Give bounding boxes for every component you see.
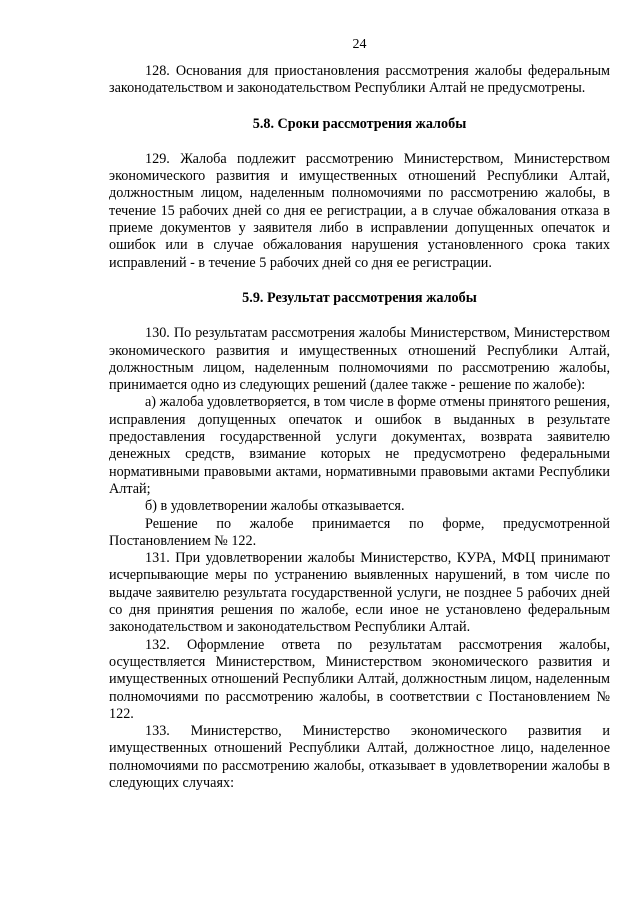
paragraph-133: 133. Министерство, Министерство экономического развития и имущественных отношений Республики Алтай, должностное лицо, наделенное полномочиями по рассмотрению жалобы, отказывает в удовлетворении жалобы в следующих случаях: [109, 723, 610, 791]
paragraph-131: 131. При удовлетворении жалобы Министерство, КУРА, МФЦ принимают исчерпывающие меры по устранению выявленных нарушений, в том числе по выдаче заявителю результата государственной услуги, не позднее 5 рабочих дней со дня принятия решения по жалобе, если иное не установлено федеральным законодательством и законодательством Республики Алтай. [109, 550, 610, 636]
section-heading-5-9: 5.9. Результат рассмотрения жалобы [242, 289, 477, 306]
paragraph-132: 132. Оформление ответа по результатам рассмотрения жалобы, осуществляется Министерством, Министерством экономического развития и имущественных отношений Республики Алтай, должностным лицом, наделенным полномочиями по рассмотрению жалобы, в соответствии с Постановлением № 122. [109, 636, 610, 722]
page-number: 24 [352, 37, 367, 52]
paragraph-130: 130. По результатам рассмотрения жалобы Министерством, Министерством экономического развития и имущественных отношений Республики Алтай, должностным лицом, наделенным полномочиями по рассмотрению жалобы, принимается одно из следующих решений (далее также - решение по жалобе): [109, 325, 610, 394]
paragraph-130-a: а) жалоба удовлетворяется, в том числе в форме отмены принятого решения, исправления допущенных опечаток и ошибок в выданных в результате предоставления государственной услуги документах, возврата заявителю денежных средств, взимание которых не предусмотрено федеральными нормативными правовыми актами, нормативными правовыми актами Республики Алтай; [109, 394, 610, 497]
paragraph-128: 128. Основания для приостановления рассмотрения жалобы федеральным законодательством и законодательством Республики Алтай не предусмотрены. [109, 63, 610, 97]
paragraph-129: 129. Жалоба подлежит рассмотрению Министерством, Министерством экономического развития и имущественных отношений Республики Алтай, должностным лицом, наделенным полномочиями по рассмотрению жалобы, в течение 15 рабочих дней со дня ее регистрации, а в случае обжалования отказа в приеме документов у заявителя либо в исправлении допущенных опечаток и ошибок или в случае обжалования нарушения установленного срока таких исправлений - в течение 5 рабочих дней со дня ее регистрации. [109, 150, 610, 271]
section-heading-5-8: 5.8. Сроки рассмотрения жалобы [252, 115, 467, 132]
paragraph-130-b: б) в удовлетворении жалобы отказывается. [145, 498, 405, 515]
paragraph-130-decision: Решение по жалобе принимается по форме, предусмотренной Постановлением № 122. [109, 515, 610, 549]
